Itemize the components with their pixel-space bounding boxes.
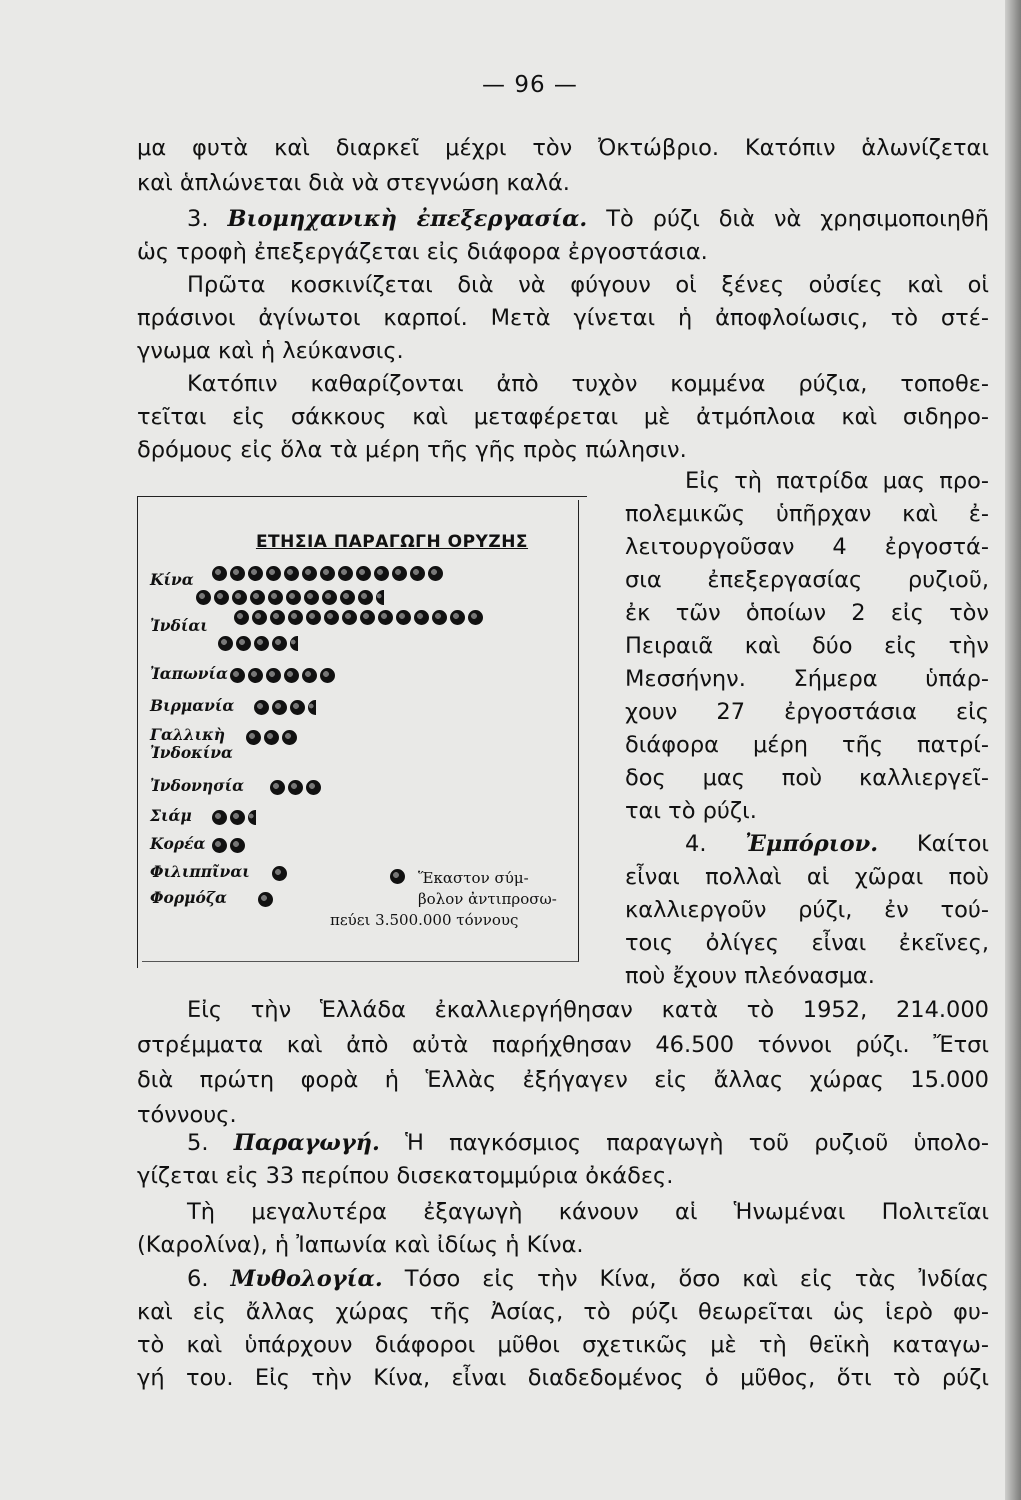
rice-symbol-icon [266, 566, 281, 581]
row-label: Γαλλικὴ Ἰνδοκίνα [150, 725, 233, 762]
section-number: 4. [685, 831, 707, 857]
rice-symbol-icon [254, 700, 269, 715]
text-line: Πρῶτα κοσκινίζεται διὰ νὰ φύγουν οἱ ξένες οὐσίες καὶ οἱ [187, 272, 989, 298]
rice-symbol-icon [230, 566, 245, 581]
text-line: δος μας ποὺ καλλιεργεῖ- [625, 765, 989, 791]
row-label: Κορέα [150, 834, 206, 853]
section-text: Τόσο εἰς τὴν Κίνα, ὅσο καὶ εἰς τὰς Ἰνδίας [404, 1266, 990, 1292]
rice-symbol-icon [248, 668, 263, 683]
symbol-row [212, 836, 248, 854]
rice-symbol-icon [286, 590, 301, 605]
text-line: τεῖται εἰς σάκκους καὶ μεταφέρεται μὲ ἀτμόπλοια καὶ σιδηρο- [137, 404, 989, 430]
section-5-heading [137, 1128, 989, 1158]
section-title: Ἐμπόριον. [745, 831, 879, 857]
rice-symbol-icon [392, 566, 407, 581]
rice-symbol-icon [272, 866, 287, 881]
rice-symbol-icon [270, 610, 285, 625]
rice-symbol-icon [308, 700, 316, 715]
rice-symbol-icon [196, 590, 211, 605]
rice-symbol-icon [230, 838, 245, 853]
text-line: Εἰς τὴ πατρίδα μας προ- [685, 468, 989, 494]
symbol-row [258, 890, 276, 908]
symbol-row [212, 808, 259, 826]
symbol-row [212, 564, 446, 582]
row-label: Ἰνδονησία [150, 776, 245, 795]
row-label: Σιάμ [150, 806, 192, 825]
text-line: Πειραιᾶ καὶ δύο εἰς τὴν [625, 633, 989, 659]
text-line: τὸ καὶ ὑπάρχουν διάφοροι μῦθοι σχετικῶς μὲ τὴ θεϊκὴ καταγω- [137, 1332, 989, 1358]
row-label: Ἰνδίαι [150, 616, 208, 635]
text-line: γίζεται εἰς 33 περίπου δισεκατομμύρια ὀκάδες. [137, 1163, 674, 1189]
rice-symbol-icon [320, 668, 335, 683]
text-line: χουν 27 ἐργοστάσια εἰς [625, 699, 989, 725]
text-line: καὶ εἰς ἄλλας χώρας τῆς Ἀσίας, τὸ ρύζι θεωρεῖται ὡς ἱερὸ φυ- [137, 1299, 989, 1325]
row-label: Κίνα [150, 570, 194, 589]
section-title: Παραγωγή. [233, 1130, 380, 1156]
symbol-row [272, 864, 290, 882]
rice-symbol-icon [270, 780, 285, 795]
section-number: 3. [187, 206, 209, 232]
section-3-heading [137, 204, 989, 234]
text-line: μα φυτὰ καὶ διαρκεῖ μέχρι τὸν Ὀκτώβριο. Κατόπιν ἁλωνίζεται [137, 135, 989, 161]
symbol-row [270, 778, 324, 796]
text-line: δρόμους εἰς ὅλα τὰ μέρη τῆς γῆς πρὸς πώλησιν. [137, 437, 687, 463]
row-label: Ἰαπωνία [150, 664, 228, 683]
rice-symbol-icon [290, 700, 305, 715]
rice-symbol-icon [468, 610, 483, 625]
figure-frame [142, 500, 579, 962]
symbol-row [254, 698, 319, 716]
text-line: τοις ὀλίγες εἶναι ἐκεῖνες, [625, 930, 989, 956]
rice-symbol-icon [284, 566, 299, 581]
text-line: γή του. Εἰς τὴν Κίνα, εἶναι διαδεδομένος ὁ μῦθος, ὅτι τὸ ρύζι [137, 1365, 989, 1391]
section-4-heading [625, 829, 989, 859]
text-line: Κατόπιν καθαρίζονται ἀπὸ τυχὸν κομμένα ρύζια, τοποθε- [187, 371, 989, 397]
row-label: Βιρμανία [150, 696, 235, 715]
rice-symbol-icon [378, 610, 393, 625]
rice-symbol-icon [320, 566, 335, 581]
rice-symbol-icon [302, 668, 317, 683]
rice-symbol-icon [288, 610, 303, 625]
section-text: Τὸ ρύζι διὰ νὰ χρησιμοποιηθῆ [606, 206, 990, 232]
rice-symbol-icon [304, 590, 319, 605]
rice-symbol-icon [302, 566, 317, 581]
text-line: ται τὸ ρύζι. [625, 798, 757, 824]
rice-symbol-icon [360, 610, 375, 625]
rice-symbol-icon [284, 668, 299, 683]
section-number: 5. [187, 1130, 209, 1156]
legend-line: πεύει 3.500.000 τόννους [330, 911, 519, 929]
rice-symbol-icon [450, 610, 465, 625]
rice-symbol-icon [252, 610, 267, 625]
symbol-row [230, 666, 338, 684]
rice-symbol-icon [288, 780, 303, 795]
rice-production-figure [137, 496, 587, 968]
text-line: διὰ πρώτη φορὰ ἡ Ἑλλὰς ἐξήγαγεν εἰς ἄλλας χώρας 15.000 [137, 1067, 989, 1093]
section-title: Βιομηχανικὴ ἐπεξεργασία. [227, 206, 588, 232]
page-number: — 96 — [482, 72, 578, 98]
rice-symbol-icon [290, 636, 298, 651]
rice-symbol-icon [266, 668, 281, 683]
text-line: ἐκ τῶν ὁποίων 2 εἰς τὸν [625, 600, 989, 626]
text-line: τόννους. [137, 1102, 237, 1128]
legend-line: Ἕκαστον σύμ- [418, 869, 529, 887]
rice-symbol-icon [432, 610, 447, 625]
rice-symbol-icon [272, 636, 287, 651]
rice-symbol-icon [306, 610, 321, 625]
page-edge [1005, 0, 1021, 1500]
rice-symbol-icon [374, 566, 389, 581]
rice-symbol-icon [236, 636, 251, 651]
rice-symbol-icon [248, 810, 256, 825]
text-line: διάφορα μέρη τῆς πατρί- [625, 732, 989, 758]
rice-symbol-icon [214, 590, 229, 605]
section-6-heading [137, 1264, 989, 1294]
rice-symbol-icon [282, 730, 297, 745]
legend-line: βολον ἀντιπροσω- [418, 890, 557, 908]
symbol-row [234, 608, 486, 626]
rice-symbol-icon [212, 838, 227, 853]
rice-symbol-icon [264, 730, 279, 745]
text-line: λειτουργοῦσαν 4 ἐργοστά- [625, 534, 989, 560]
rice-symbol-icon [396, 610, 411, 625]
rice-symbol-icon [254, 636, 269, 651]
rice-symbol-icon [356, 566, 371, 581]
rice-symbol-icon [268, 590, 283, 605]
row-label: Φορμόζα [150, 888, 227, 907]
rice-symbol-icon [272, 700, 287, 715]
text-line: καὶ ἁπλώνεται διὰ νὰ στεγνώση καλά. [137, 170, 570, 196]
rice-symbol-icon [230, 810, 245, 825]
rice-symbol-icon [232, 590, 247, 605]
rice-symbol-icon [250, 590, 265, 605]
text-line: στρέμματα καὶ ἀπὸ αὐτὰ παρήχθησαν 46.500 τόννοι ρύζι. Ἔτσι [137, 1032, 989, 1058]
section-number: 6. [187, 1266, 209, 1292]
rice-symbol-icon [338, 566, 353, 581]
rice-symbol-icon [414, 610, 429, 625]
rice-symbol-icon [376, 590, 384, 605]
rice-symbol-icon [230, 668, 245, 683]
symbol-row [218, 634, 301, 652]
text-line: πράσινοι ἀγίνωτοι καρποί. Μετὰ γίνεται ἡ ἀποφλοίωσις, τὸ στέ- [137, 305, 989, 331]
text-line: ποὺ ἔχουν πλεόνασμα. [625, 963, 875, 989]
text-line: καλλιεργοῦν ρύζι, ἐν τού- [625, 897, 989, 923]
rice-symbol-icon [234, 610, 249, 625]
rice-symbol-icon [342, 610, 357, 625]
text-line: Εἰς τὴν Ἑλλάδα ἐκαλλιεργήθησαν κατὰ τὸ 1952, 214.000 [187, 997, 989, 1023]
section-title: Μυθολογία. [230, 1266, 383, 1292]
figure-title: ΕΤΗΣΙΑ ΠΑΡΑΓΩΓΗ ΟΡΥΖΗΣ [255, 532, 529, 552]
rice-symbol-icon [324, 610, 339, 625]
rice-symbol-icon [410, 566, 425, 581]
text-line: γνωμα καὶ ἡ λεύκανσις. [137, 338, 404, 364]
text-line: Τὴ μεγαλυτέρα ἐξαγωγὴ κάνουν αἱ Ἡνωμέναι Πολιτεῖαι [187, 1199, 989, 1225]
rice-symbol-icon [212, 810, 227, 825]
text-line: εἶναι πολλαὶ αἱ χῶραι ποὺ [625, 864, 989, 890]
rice-symbol-icon [246, 730, 261, 745]
text-line: (Καρολίνα), ἡ Ἰαπωνία καὶ ἰδίως ἡ Κίνα. [137, 1232, 584, 1258]
rice-symbol-icon [306, 780, 321, 795]
rice-symbol-icon [428, 566, 443, 581]
rice-symbol-icon [358, 590, 373, 605]
symbol-row [196, 588, 387, 606]
rice-symbol-icon [390, 869, 405, 884]
rice-symbol-icon [322, 590, 337, 605]
symbol-row [246, 728, 300, 746]
rice-symbol-icon [212, 566, 227, 581]
rice-symbol-icon [218, 636, 233, 651]
rice-symbol-icon [258, 892, 273, 907]
text-line: ὡς τροφὴ ἐπεξεργάζεται εἰς διάφορα ἐργοστάσια. [137, 239, 708, 265]
section-text: Ἡ παγκόσμιος παραγωγὴ τοῦ ρυζιοῦ ὑπολο- [405, 1130, 989, 1156]
text-line: πολεμικῶς ὑπῆρχαν καὶ ἐ- [625, 501, 989, 527]
figure-legend [330, 868, 584, 931]
text-line: σια ἐπεξεργασίας ρυζιοῦ, [625, 567, 989, 593]
row-label: Φιλιππῖναι [150, 862, 250, 881]
rice-symbol-icon [340, 590, 355, 605]
section-text: Καίτοι [916, 831, 989, 857]
text-line: Μεσσήνην. Σήμερα ὑπάρ- [625, 666, 989, 692]
rice-symbol-icon [248, 566, 263, 581]
